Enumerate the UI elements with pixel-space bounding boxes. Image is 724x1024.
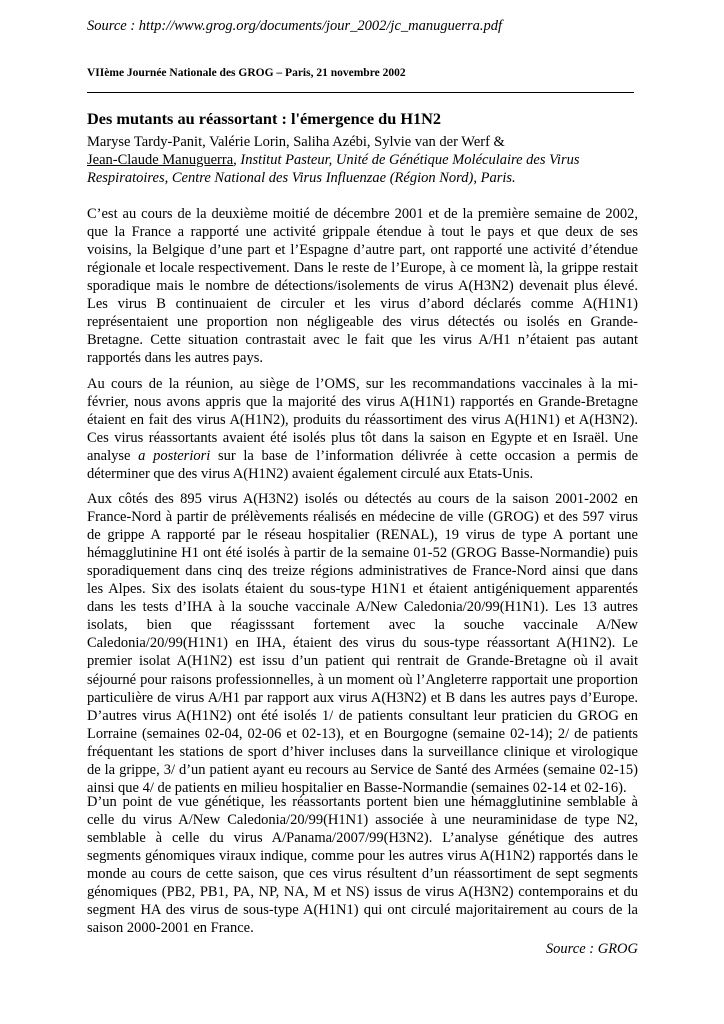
paragraph-2-line: analyse a posteriori sur la base de l’information délivrée à cette occasion a permis de (87, 448, 639, 465)
paragraph-1-line: C’est au cours de la deuxième moitié de décembre 2001 et de la première semaine de 2002, (87, 206, 638, 222)
paragraph-1-line: sporadique mais le nombre de détections/isolements de virus A(H3N2) devenait plus élevé. (87, 278, 638, 295)
paragraph-3-line: particulière de virus A/H1 par rapport aux virus A(H3N2) et B dans les autres pays d’Europe. (87, 689, 638, 706)
paragraph-2-line: déterminer que des virus A(H1N2) avaient également circulé aux Etats-Unis. (87, 466, 534, 483)
affiliation-text: , Institut Pasteur, Unité de Génétique Moléculaire des Virus (233, 152, 580, 168)
paragraph-3-line: de la grippe, 3/ d’un patient ayant eu recours au Service de Santé des Armées (semaine 02-15) (87, 761, 638, 778)
paragraph-4-line: celle du virus A/New Caledonia/20/99(H1N1) associée à une neuraminidase de type N2, (87, 812, 638, 829)
paragraph-3-line: sporadiquement dans cinq des treize régions administratives de France-Nord ainsi que dans (87, 563, 638, 580)
paragraph-4-line: monde au cours de cette saison, que ces virus résultent d’un réassortiment de sept segments (87, 866, 638, 883)
paragraph-3-line: les Alpes. Six des isolats étaient du sous-type H1N1 et étaient antigéniquement apparentés (87, 581, 638, 598)
paragraph-3-line: ainsi que 4/ de patients en milieu hospitalier en Basse-Normandie (semaines 02-14 et 02-16). (87, 779, 627, 796)
paragraph-4-line: segments génomiques viraux indique, comme pour les autres virus A(H1N2) rapportés dans le (87, 848, 638, 865)
paragraph-1-line: rapportés dans les autres pays. (87, 350, 263, 367)
conference-header: VIIème Journée Nationale des GROG – Paris, 21 novembre 2002 (87, 67, 406, 79)
authors-line: Maryse Tardy-Panit, Valérie Lorin, Saliha Azébi, Sylvie van der Werf & (87, 134, 505, 150)
paragraph-3-line: premier isolat A(H1N2) est issu d’un patient qui rentrait de Grande-Bretagne où il avait (87, 653, 638, 670)
affiliation-line (87, 151, 579, 169)
paragraph-3-line: Caledonia/20/99(H1N1) en IHA, étaient des virus du sous-type réassortant A(H1N2). Le (87, 635, 638, 652)
paragraph-3-line: de grippe A rapporté par le réseau hospitalier (RENAL), 19 virus de type A portant une (87, 527, 638, 544)
paragraph-3-line: fréquentant les stations de sport d’hiver incluses dans la surveillance clinique et virologique (87, 743, 638, 760)
paragraph-2-line: février, nous avons appris que la majorité des virus A(H1N1) rapportés en Grande-Bretagne (87, 394, 638, 411)
paragraph-4-line: segment HA des virus de sous-type A(H1N1) qui ont circulé majoritairement au cours de la (87, 902, 638, 919)
paragraph-4-line: saison 2000-2001 en France. (87, 920, 254, 937)
source-url-header: Source : http://www.grog.org/documents/jour_2002/jc_manuguerra.pdf (87, 18, 502, 34)
paragraph-3-line: D’autres virus A(H1N2) ont été isolés 1/ de patients consultant leur praticien du GROG en (87, 707, 638, 724)
paragraph-2-line: Au cours de la réunion, au siège de l’OMS, sur les recommandations vaccinales à la mi- (87, 376, 638, 392)
paragraph-4-line: D’un point de vue génétique, les réassortants portent bien une hémagglutinine semblable à (87, 794, 638, 810)
author-link[interactable]: Jean-Claude Manuguerra (87, 152, 234, 168)
paragraph-2-line: étaient en fait des virus A(H1N2), produits du réassortiment des virus A(H1N1) et A(H3N2). (87, 412, 638, 429)
paragraph-1-line: représentaient une proportion non négligeable des virus détectés ou isolés en Grande- (87, 314, 638, 331)
header-divider (87, 92, 634, 93)
paragraph-3-line: dans les tests d’IHA à la souche vaccinale A/New Caledonia/20/99(H1N1). Les 13 autres (87, 599, 638, 616)
paragraph-3-line: France-Nord à partir de prélèvements réalisés en médecine de ville (GROG) et des 597 virus (87, 509, 638, 526)
paragraph-3-line: isolats, bien que réagisssant fortement avec la souche vaccinale A/New (87, 617, 638, 634)
paragraph-4-line: génomiques (PB2, PB1, PA, NP, NA, M et NS) issus de virus A(H3N2) contemporains et du (87, 884, 638, 901)
paragraph-1-line: Les virus B continuaient de circuler et les virus d’abord déclarés comme A(H1N1) (87, 296, 638, 313)
paragraph-2-line: Ces virus réassortants avaient été isolés plus tôt dans la saison en Egypte et en Israël. Une (87, 430, 638, 447)
paragraph-1-line: Bretagne. Cette situation contrastait avec le fait que les virus A/H1 n’étaient pas autant (87, 332, 638, 349)
paragraph-1-line: que la France a rapporté une activité grippale étendue à tout le pays et que deux de ses (87, 224, 638, 241)
affiliation-line-2: Respiratoires, Centre National des Virus Influenzae (Région Nord), Paris. (87, 170, 516, 186)
paragraph-1-line: régionale et locale respectivement. Dans le reste de l’Europe, à ce moment là, la grippe restait (87, 260, 638, 277)
paragraph-3-line: hémagglutinine H1 ont été isolés à partir de la semaine 01-52 (GROG Basse-Normandie) puis (87, 545, 638, 562)
article-title: Des mutants au réassortant : l'émergence du H1N2 (87, 109, 442, 128)
paragraph-3-line: Aux côtés des 895 virus A(H3N2) isolés ou détectés au cours de la saison 2001-2002 en (87, 491, 638, 507)
paragraph-4-line: semblable à celle du virus A/Panama/2007/99(H3N2). L’analyse génétique des autres (87, 830, 638, 847)
paragraph-1-line: voisins, la Belgique d’une part et l’Espagne d’autre part, ont rapporté une activité d’étendue (87, 242, 638, 259)
paragraph-3-line: Lorraine (semaines 02-04, 02-06 et 02-13), et en Bourgogne (semaine 02-14); 2/ de patients (87, 725, 638, 742)
paragraph-3-line: séjourné pour raisons professionnelles, à un moment où l’Angleterre rapportait une proportion (87, 671, 638, 688)
source-footer: Source : GROG (545, 941, 638, 957)
